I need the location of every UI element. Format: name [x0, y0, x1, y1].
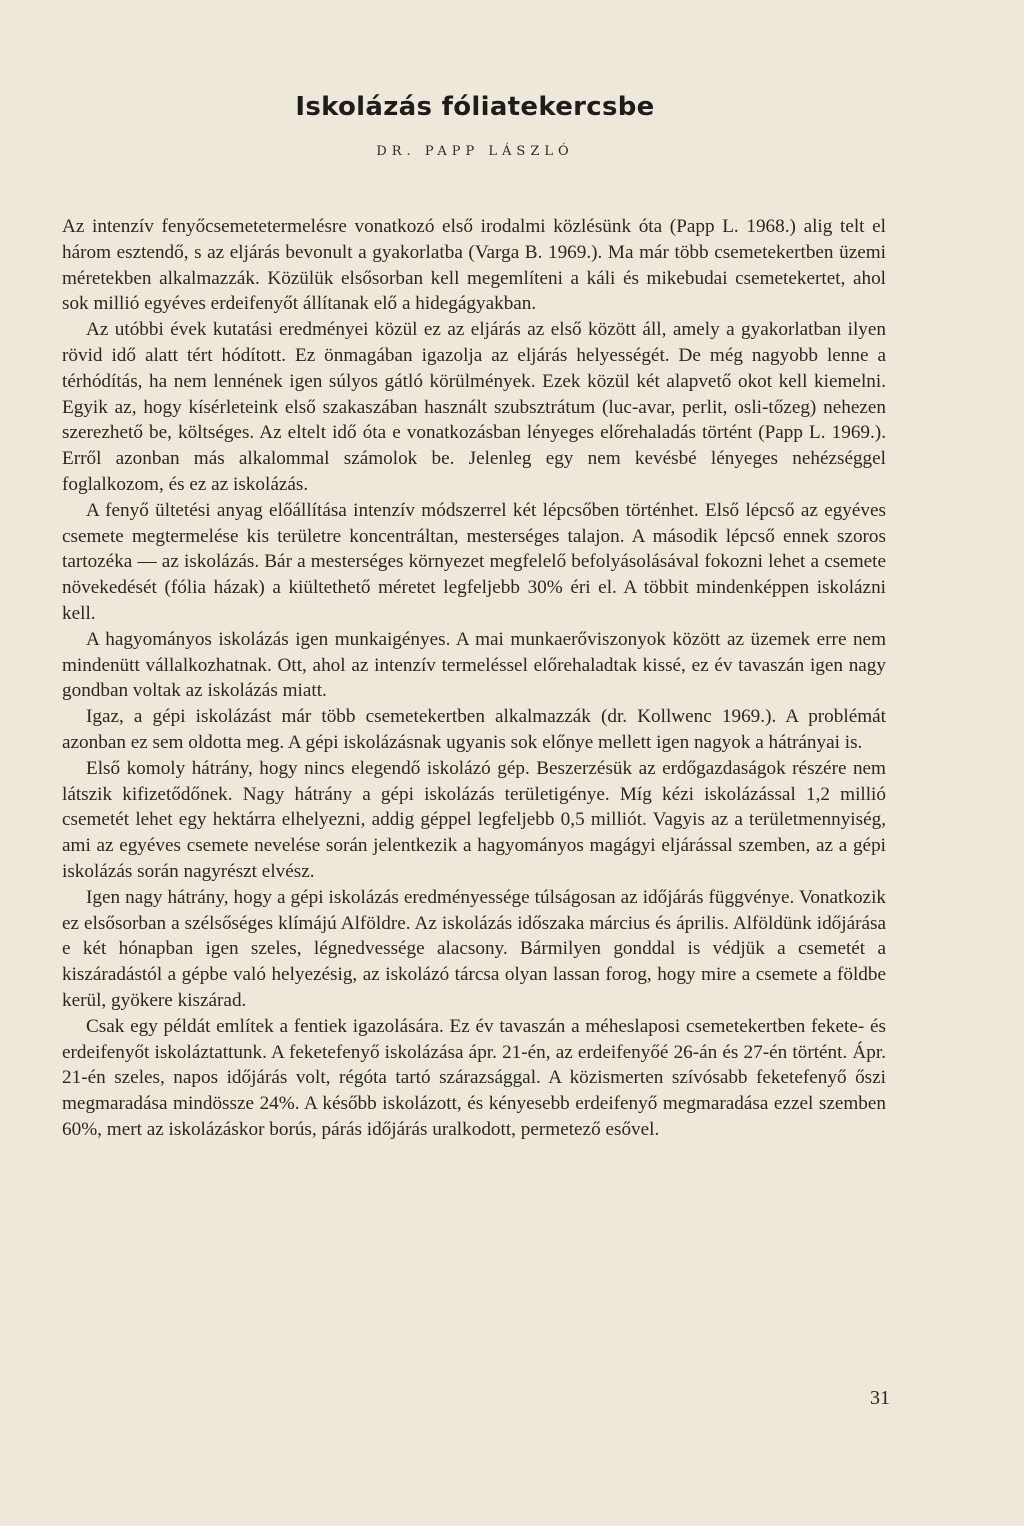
paragraph: Csak egy példát említek a fentiek igazolására. Ez év tavaszán a méheslaposi csemetekertben fekete- és erdeifenyőt iskoláztattunk. A feketefenyő iskolázása ápr. 21-én, az erdeifenyőé 26-án és 27-én történt. Ápr. 21-én szeles, napos időjárás volt, régóta tartó szárazsággal. A közismerten szívósabb feketefenyő őszi megmaradása mindössze 24%. A később iskolázott, és kényesebb erdeifenyő megmaradása ezzel szemben 60%, mert az iskolázáskor borús, párás időjárás uralkodott, permetező esővel. [62, 1015, 886, 1140]
paragraph: Első komoly hátrány, hogy nincs elegendő iskolázó gép. Beszerzésük az erdőgazdaságok részére nem látszik kifizetődőnek. Nagy hátrány a gépi iskolázás területigénye. Míg kézi iskolázással 1,2 millió csemetét lehet egy hektárra elhelyezni, addig géppel legfeljebb 0,5 milliót. Vagyis az a területmennyiség, ami az egyéves csemete nevelése során jelentkezik a hagyományos magágyi eljárással szemben, az a gépi iskolázás során nagyrészt elvész. [62, 757, 886, 882]
paragraph: Igen nagy hátrány, hogy a gépi iskolázás eredményessége túlságosan az időjárás függvénye. Vonatkozik ez elsősorban a szélsőséges klímájú Alföldre. Az iskolázás időszaka március és április. Alföldünk időjárása e két hónapban igen szeles, légnedvessége alacsony. Bármilyen gonddal is védjük a csemetét a kiszáradástól a gépbe való helyezésig, az iskolázó tárcsa olyan lassan forog, hogy mire a csemete a földbe kerül, gyökere kiszárad. [62, 886, 886, 1011]
paragraph: Az utóbbi évek kutatási eredményei közül ez az eljárás az első között áll, amely a gyakorlatban ilyen rövid idő alatt tért hódított. Ez önmagában igazolja az eljárás helyességét. De még nagyobb lenne a térhódítás, ha nem lennének igen súlyos gátló körülmények. Ezek közül két alapvető okot kell kiemelni. Egyik az, hogy kísérleteink első szakaszában használt szubsztrátum (luc-avar, perlit, osli-tőzeg) nehezen szerezhető be, költséges. Az eltelt idő óta e vonatkozásban lényeges előrehaladás történt (Papp L. 1969.). Erről azonban más alkalommal számolok be. Jelenleg egy nem kevésbé lényeges nehézséggel foglalkozom, és ez az iskolázás. [62, 319, 886, 495]
page-number: 31 [870, 1387, 890, 1409]
paragraph: Az intenzív fenyőcsemetetermelésre vonatkozó első irodalmi közlésünk óta (Papp L. 1968.) alig telt el három esztendő, s az eljárás bevonult a gyakorlatba (Varga B. 1969.). Ma már több csemetekertben üzemi méretekben alkalmazzák. Közülük elsősorban kell megemlíteni a káli és mikebudai csemetekertet, ahol sok millió egyéves erdeifenyőt állítanak elő a hidegágyakban. [62, 216, 886, 315]
article-author: DR. PAPP LÁSZLÓ [376, 144, 574, 159]
article-body [62, 214, 886, 1143]
paragraph: Igaz, a gépi iskolázást már több csemetekertben alkalmazzák (dr. Kollwenc 1969.). A problémát azonban ez sem oldotta meg. A gépi iskolázásnak ugyanis sok előnye mellett igen nagyok a hátrányai is. [62, 706, 886, 753]
paragraph: A hagyományos iskolázás igen munkaigényes. A mai munkaerőviszonyok között az üzemek erre nem mindenütt vállalkozhatnak. Ott, ahol az intenzív termeléssel előrehaladtak kissé, ez év tavaszán igen nagy gondban voltak az iskolázás miatt. [62, 628, 886, 702]
article-title: Iskolázás fóliatekercsbe [295, 92, 655, 122]
paragraph: A fenyő ültetési anyag előállítása intenzív módszerrel két lépcsőben történhet. Első lépcső az egyéves csemete megtermelése kis területre koncentráltan, mesterséges talajon. A második lépcső ennek szoros tartozéka — az iskolázás. Bár a mesterséges környezet megfelelő befolyásolásával fokozni lehet a csemete növekedését (fólia házak) a kiültethető méretet legfeljebb 30% éri el. A többit mindenképpen iskolázni kell. [62, 499, 886, 624]
